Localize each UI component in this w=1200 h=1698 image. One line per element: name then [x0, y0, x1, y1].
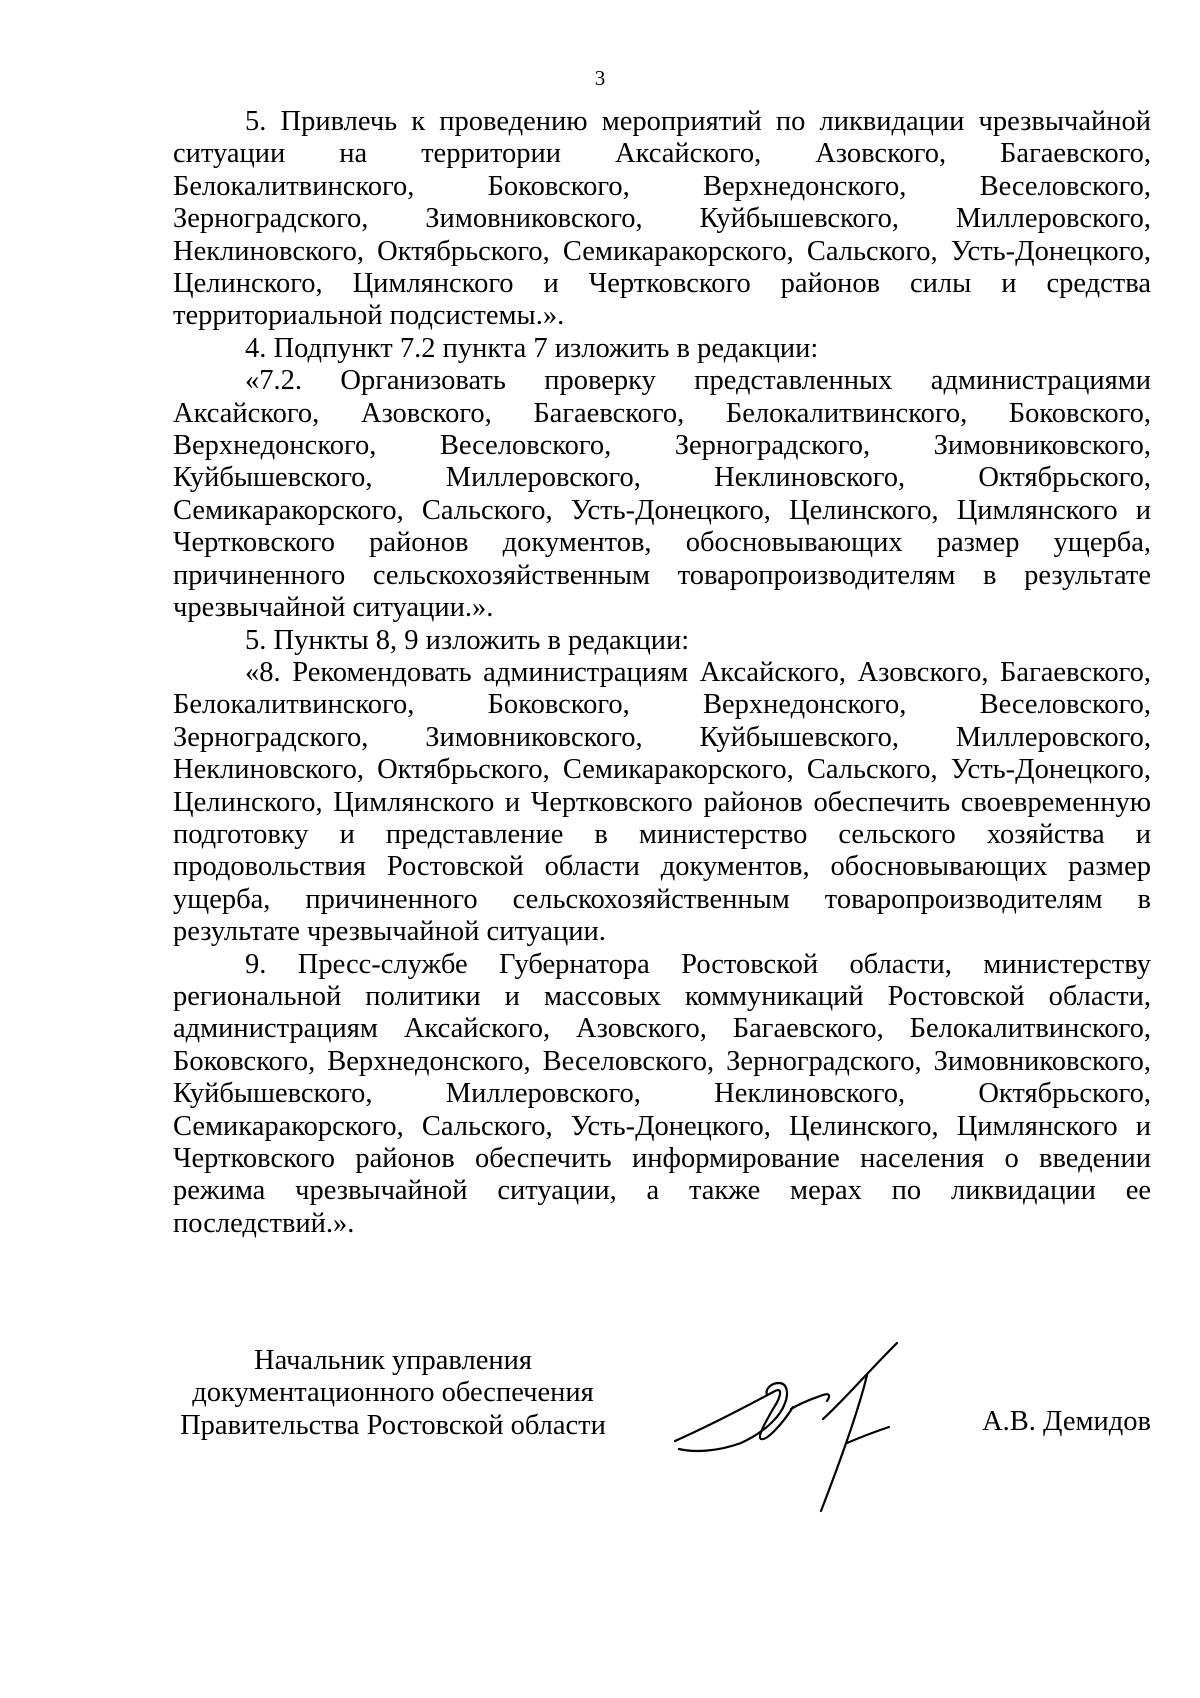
paragraph-subitem-7-2: «7.2. Организовать проверку представленных администрациями Аксайского, Азовского, Багаевского, Белокалитвинского, Боковского, Верхнедонского, Веселовского, Зерноградского, Зимовниковского, Куйбышевского, Миллеровского, Неклиновского, Октябрьского, Семикаракорского, Сальского, Усть-Донецкого, Целинского, Цимлянского и Чертковского районов документов, обосновывающих размер ущерба, причиненного сельскохозяйственным товаропроизводителям в результате чрезвычайной ситуации.».	[173, 365, 1151, 624]
paragraph-amendment-4: 4. Подпункт 7.2 пункта 7 изложить в редакции:	[245, 332, 819, 364]
handwritten-signature	[671, 1339, 931, 1514]
signature-block	[173, 1345, 1151, 1525]
signer-position-line: Правительства Ростовской области	[180, 1409, 606, 1441]
paragraph-item-5-involve-forces: 5. Привлечь к проведению мероприятий по ликвидации чрезвычайной ситуации на территории Аксайского, Азовского, Багаевского, Белокалитвинского, Боковского, Верхнедонского, Веселовского, Зерноградского, Зимовниковского, Куйбышевского, Миллеровского, Неклиновского, Октябрьского, Семикаракорского, Сальского, Усть-Донецкого, Целинского, Цимлянского и Чертковского районов силы и средства территориальной подсистемы.».	[173, 106, 1151, 332]
signer-name: А.В. Демидов	[982, 1406, 1151, 1437]
paragraph-item-9: 9. Пресс-службе Губернатора Ростовской области, министерству региональной политики и массовых коммуникаций Ростовской области, администрациям Аксайского, Азовского, Багаевского, Белокалитвинского, Боковского, Верхнедонского, Веселовского, Зерноградского, Зимовниковского, Куйбышевского, Миллеровского, Неклиновского, Октябрьского, Семикаракорского, Сальского, Усть-Донецкого, Целинского, Цимлянского и Чертковского районов обеспечить информирование населения о введении режима чрезвычайной ситуации, а также мерах по ликвидации ее последствий.».	[173, 948, 1151, 1239]
signer-position	[173, 1345, 613, 1442]
paragraph-item-8: «8. Рекомендовать администрациям Аксайского, Азовского, Багаевского, Белокалитвинского, Боковского, Верхнедонского, Веселовского, Зерноградского, Зимовниковского, Куйбышевского, Миллеровского, Неклиновского, Октябрьского, Семикаракорского, Сальского, Усть-Донецкого, Целинского, Цимлянского и Чертковского районов обеспечить своевременную подготовку и представление в министерство сельского хозяйства и продовольствия Ростовской области документов, обосновывающих размер ущерба, причиненного сельскохозяйственным товаропроизводителям в результате чрезвычайной ситуации.	[173, 656, 1151, 948]
signer-position-line: документационного обеспечения	[192, 1377, 594, 1409]
paragraph-amendment-5: 5. Пункты 8, 9 изложить в редакции:	[245, 624, 690, 656]
document-body	[173, 106, 1151, 1240]
page-number: 3	[594, 66, 606, 90]
signer-position-line: Начальник управления	[254, 1345, 532, 1376]
